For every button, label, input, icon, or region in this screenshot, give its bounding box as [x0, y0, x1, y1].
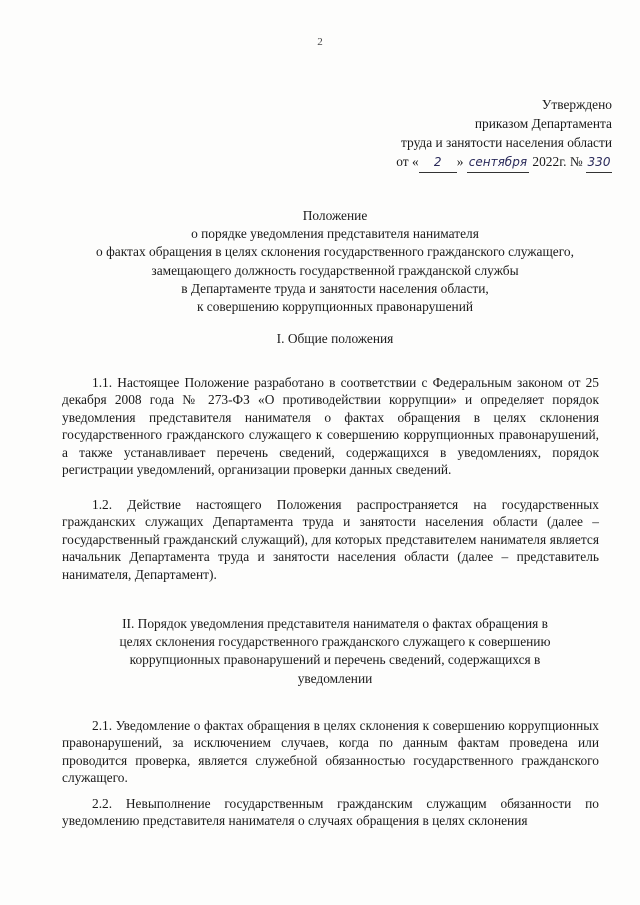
approval-date-line	[396, 152, 612, 173]
section-2-heading-line-1: II. Порядок уведомления представителя нанимателя о фактах обращения в	[122, 616, 548, 631]
title-line-4: замещающего должность государственной гражданской службы	[151, 262, 519, 278]
approval-line-approved: Утверждено	[541, 97, 612, 112]
title-line-6: к совершению коррупционных правонарушений	[196, 299, 474, 315]
paragraph-1-1: 1.1. Настоящее Положение разработано в соответствии с Федеральным законом от 25 декабря 2008 года № 273-ФЗ «О противодействии коррупции» и определяет порядок уведомления представителя нанимателя о фактах обращения в целях склонения государственного гражданского служащего к совершению коррупционных правонарушений, а также устанавливает перечень сведений, содержащихся в уведомлениях, порядок регистрации уведомлений, организации проверки данных сведений.	[62, 375, 599, 478]
handwritten-order-number: 330	[586, 153, 612, 173]
approval-line-order: приказом Департамента	[474, 116, 612, 131]
paragraph-2-1: 2.1. Уведомление о фактах обращения в целях склонения к совершению коррупционных правонарушений, за исключением случаев, когда по данным фактам проведена или проводится проверка, является служебной обязанностью государственного гражданского служащего.	[62, 718, 599, 786]
section-2-heading	[40, 615, 630, 688]
section-1-heading	[40, 330, 630, 348]
handwritten-month: сентября	[467, 153, 529, 173]
date-prefix: от «	[396, 154, 419, 169]
document-title	[40, 207, 630, 316]
section-1-heading-text: I. Общие положения	[276, 331, 394, 346]
title-line-3: о фактах обращения в целях склонения государственного гражданского служащего,	[96, 244, 574, 260]
paragraph-2-2: 2.2. Невыполнение государственным гражданским служащим обязанности по уведомлению представителя нанимателя о случаях обращения в целях склонения	[62, 796, 599, 829]
date-close-quote: »	[456, 154, 464, 169]
approval-line-department: труда и занятости населения области	[401, 135, 612, 150]
handwritten-day: 2	[419, 153, 457, 173]
title-line-1: Положение	[302, 208, 368, 223]
section-2-heading-line-2: целях склонения государственного гражданского служащего к совершению	[119, 634, 551, 650]
section-2-heading-line-4: уведомлении	[297, 670, 373, 686]
date-year-label: 2022г. №	[532, 154, 583, 169]
title-line-2: о порядке уведомления представителя нанимателя	[191, 226, 479, 242]
approval-stamp-block	[396, 95, 612, 173]
paragraph-1-2: 1.2. Действие настоящего Положения распространяется на государственных гражданских служащих Департамента труда и занятости населения области (далее – государственный гражданский служащий), для которых представителем нанимателя является начальник Департамента труда и занятости населения области (далее – представитель нанимателя, Департамент).	[62, 497, 599, 582]
section-2-heading-line-3: коррупционных правонарушений и перечень сведений, содержащихся в	[129, 652, 541, 668]
page-number: 2	[317, 36, 323, 48]
title-line-5: в Департаменте труда и занятости населения области,	[181, 280, 489, 296]
